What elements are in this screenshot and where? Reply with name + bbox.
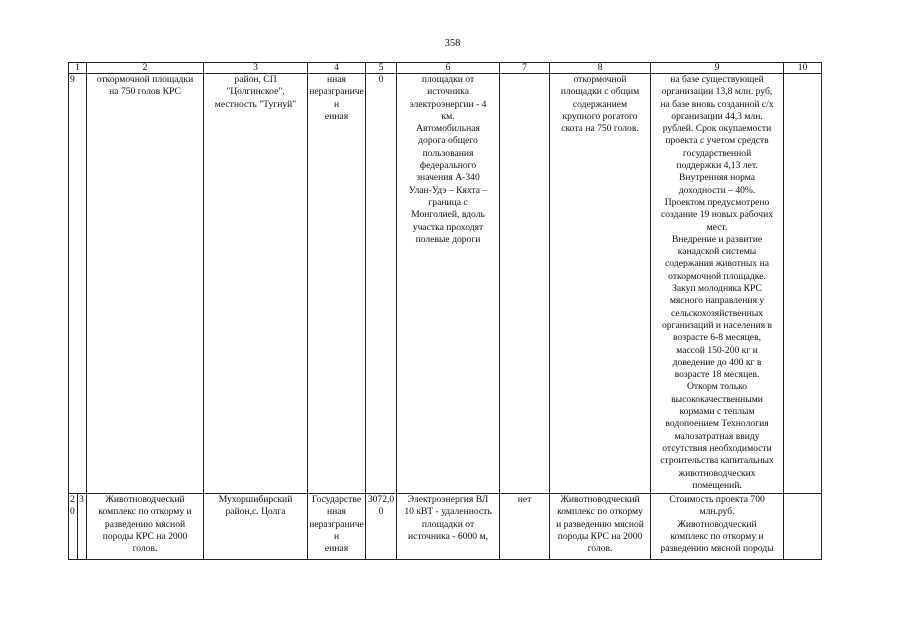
notes-cell: [784, 74, 822, 494]
documentation-cell: [500, 74, 550, 494]
description-cell: на базе существующей организации 13,8 млн. руб, на базе вновь созданной с/х организации 44,3 млн. рублей. Срок окупаемости проекта с учетом средств государственной поддержки 4,13 лет. Внутренняя норма доходности – 40%. Проектом предусмотрено создание 19 новых рабочих мест. Внедрение и развитие канадской системы содержания животных на откормочной площадке. Закуп молодняка КРС мясного направления у сельскохозяйственных организаций и населения в возрасте 6-8 месяцев, массой 150-200 кг и доведение до 400 кг в возрасте 18 месяцев. Откорм только высококачественными кормами с теплым водопоением Технология малозатратная ввиду отсутствия необходимости строительства капитальных животноводческих помещений.: [651, 74, 784, 494]
project-cell: откормочной площадки с общим содержанием крупного рогатого скота на 750 голов.: [550, 74, 651, 494]
area-cell: 3072,0 0: [366, 494, 397, 560]
table-row: [69, 494, 822, 560]
area-cell: 0: [366, 74, 397, 494]
data-table: [68, 62, 822, 560]
header-cell: 9: [651, 63, 784, 74]
object-name-cell: откормочной площадки на 750 голов КРС: [87, 74, 204, 494]
header-cell: 1: [69, 63, 87, 74]
location-cell: Мухоршибирский район,с. Цолга: [204, 494, 308, 560]
row-number-cell: 2 0: [69, 494, 78, 560]
ownership-cell: нная неразграничен енная: [308, 74, 366, 494]
project-cell: Животноводческий комплекс по откорму и разведению мясной породы КРС на 2000 голов.: [550, 494, 651, 560]
infrastructure-cell: площадки от источника электроэнергии - 4 км. Автомобильная дорога общего пользования федерального значения А-340 Улан-Удэ – Кяхта – граница с Монголией, вдоль участка проходят полевые дороги: [397, 74, 500, 494]
header-cell: 3: [204, 63, 308, 74]
object-name-cell: Животноводческий комплекс по откорму и разведению мясной породы КРС на 2000 голов.: [87, 494, 204, 560]
header-cell: 8: [550, 63, 651, 74]
ownership-cell: Государстве нная неразграничен енная: [308, 494, 366, 560]
row-subnumber-cell: 3: [78, 494, 87, 560]
header-cell: 5: [366, 63, 397, 74]
notes-cell: [784, 494, 822, 560]
row-number-cell: 9: [69, 74, 87, 494]
header-cell: 7: [500, 63, 550, 74]
header-cell: 4: [308, 63, 366, 74]
table-header-row: [69, 63, 822, 74]
description-cell: Стоимость проекта 700 млн.руб. Животноводческий комплекс по откорму и разведению мясной породы: [651, 494, 784, 560]
header-cell: 6: [397, 63, 500, 74]
header-cell: 2: [87, 63, 204, 74]
location-cell: район, СП "Цолгинское", местность "Тугнуй": [204, 74, 308, 494]
documentation-cell: нет: [500, 494, 550, 560]
table-row: [69, 74, 822, 494]
page-number: 358: [444, 38, 461, 49]
infrastructure-cell: Электроэнергия ВЛ 10 кВТ - удаленность площадки от источника - 6000 м,: [397, 494, 500, 560]
header-cell: 10: [784, 63, 822, 74]
